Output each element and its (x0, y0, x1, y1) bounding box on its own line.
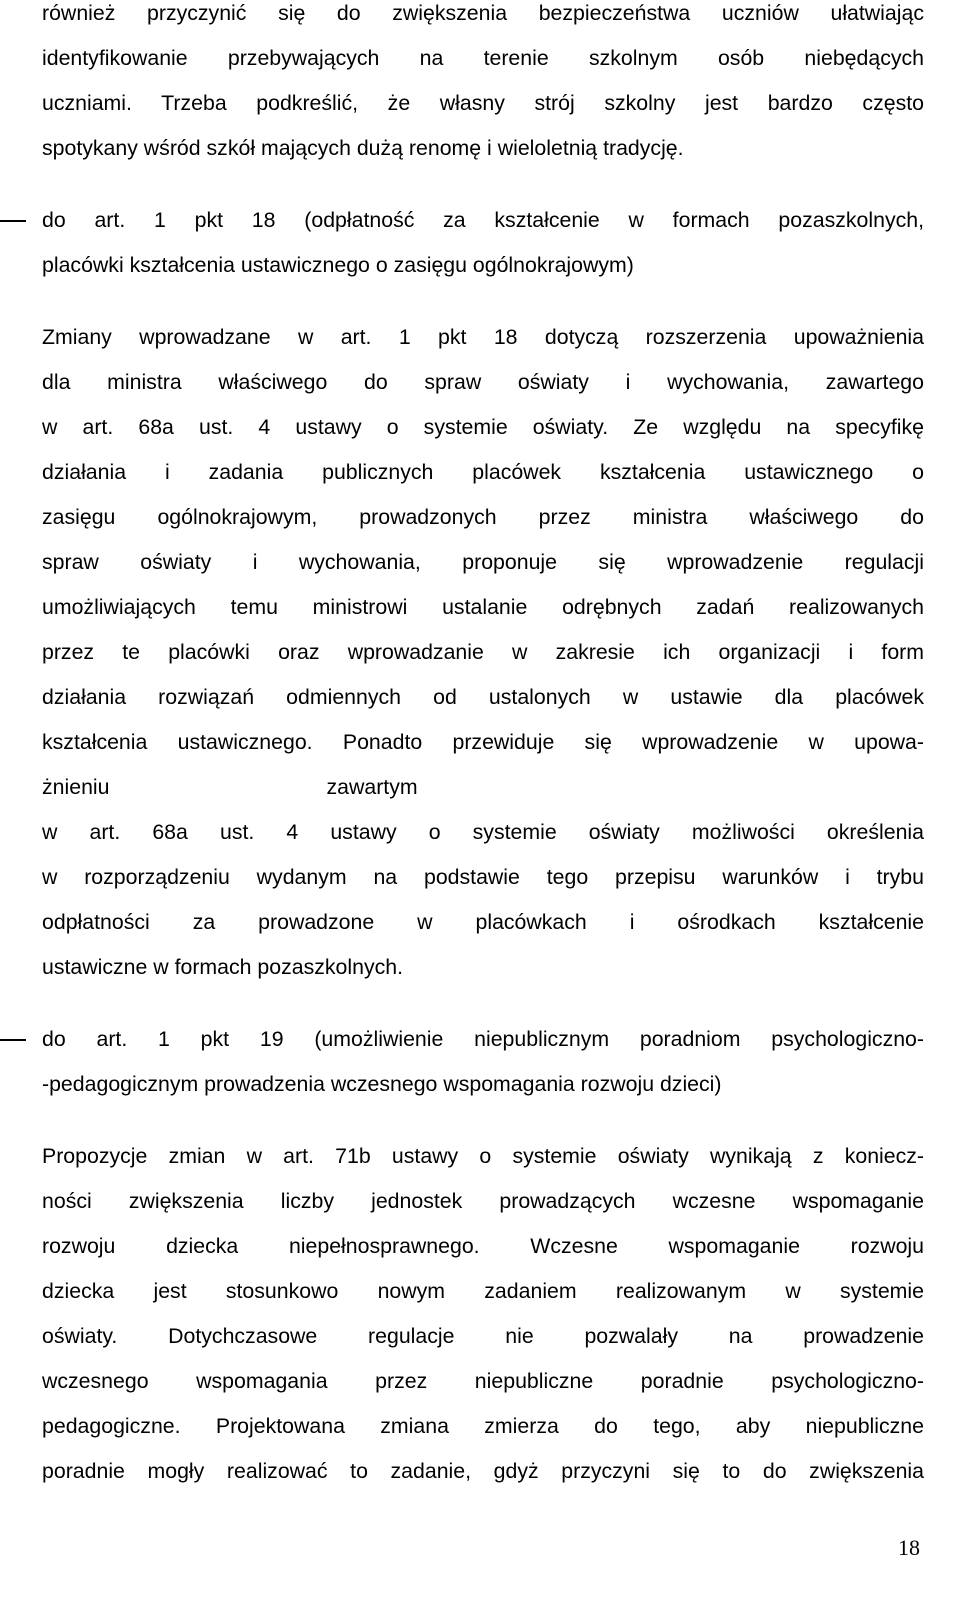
page-number: 18 (898, 1535, 920, 1560)
text-line-split (42, 765, 924, 810)
text-line: spotykany wśród szkół mających dużą renomę i wieloletnią tradycję. (42, 136, 684, 160)
spacer (42, 1107, 924, 1134)
text-line: w art. 68a ust. 4 ustawy o systemie oświaty. Ze względu na specyfikę (42, 415, 924, 439)
text-line: ustawiczne w formach pozaszkolnych. (42, 955, 404, 979)
text-line: działania rozwiązań odmiennych od ustalonych w ustawie dla placówek (42, 685, 924, 709)
text-line: dla ministra właściwego do spraw oświaty i wychowania, zawartego (42, 370, 924, 394)
document-page (42, 0, 924, 1494)
text-line: uczniami. Trzeba podkreślić, że własny strój szkolny jest bardzo często (42, 91, 924, 115)
text-line: dziecka jest stosunkowo nowym zadaniem realizowanym w systemie (42, 1279, 924, 1303)
text-line: działania i zadania publicznych placówek kształcenia ustawicznego o (42, 460, 924, 484)
text-line: Zmiany wprowadzane w art. 1 pkt 18 dotyczą rozszerzenia upoważnienia (42, 325, 924, 349)
text-line: w art. 68a ust. 4 ustawy o systemie oświaty możliwości określenia (42, 820, 924, 844)
text-line: oświaty. Dotychczasowe regulacje nie pozwalały na prowadzenie (42, 1324, 924, 1348)
text-line: identyfikowanie przebywających na terenie szkolnym osób niebędących (42, 46, 924, 70)
text-line: do art. 1 pkt 18 (odpłatność za kształcenie w formach pozaszkolnych, (42, 208, 924, 232)
paragraph-intro (42, 0, 924, 171)
text-line: placówki kształcenia ustawicznego o zasięgu ogólnokrajowym) (42, 253, 634, 277)
paragraph-art-1-pkt-18 (42, 315, 924, 990)
spacer (42, 990, 924, 1017)
text-line: kształcenia ustawicznego. Ponadto przewiduje się wprowadzenie w upowa- (42, 730, 924, 754)
list-item-art-1-pkt-19 (42, 1017, 924, 1107)
text-line: pedagogiczne. Projektowana zmiana zmierza do tego, aby niepubliczne (42, 1414, 924, 1438)
text-line: również przyczynić się do zwiększenia bezpieczeństwa uczniów ułatwiając (42, 1, 924, 25)
spacer (42, 288, 924, 315)
split-word: żnieniu (42, 775, 110, 799)
text-line: w rozporządzeniu wydanym na podstawie tego przepisu warunków i trybu (42, 865, 924, 889)
text-line: rozwoju dziecka niepełnosprawnego. Wczesne wspomaganie rozwoju (42, 1234, 924, 1258)
dash-bullet-icon (0, 220, 26, 222)
text-line: zasięgu ogólnokrajowym, prowadzonych przez ministra właściwego do (42, 505, 924, 529)
text-line: wczesnego wspomagania przez niepubliczne poradnie psychologiczno- (42, 1369, 924, 1393)
paragraph-art-71b (42, 1134, 924, 1494)
spacer (42, 171, 924, 198)
text-line: Propozycje zmian w art. 71b ustawy o systemie oświaty wynikają z koniecz- (42, 1144, 924, 1168)
text-line: ności zwiększenia liczby jednostek prowadzących wczesne wspomaganie (42, 1189, 924, 1213)
text-line: umożliwiających temu ministrowi ustalanie odrębnych zadań realizowanych (42, 595, 924, 619)
list-item-art-1-pkt-18 (42, 198, 924, 288)
text-line: do art. 1 pkt 19 (umożliwienie niepublicznym poradniom psychologiczno- (42, 1027, 924, 1051)
split-word: zawartym (326, 775, 418, 799)
text-line: odpłatności za prowadzone w placówkach i ośrodkach kształcenie (42, 910, 924, 934)
text-line: -pedagogicznym prowadzenia wczesnego wspomagania rozwoju dzieci) (42, 1072, 722, 1096)
dash-bullet-icon (0, 1039, 26, 1041)
text-line: przez te placówki oraz wprowadzanie w zakresie ich organizacji i form (42, 640, 924, 664)
text-line: spraw oświaty i wychowania, proponuje się wprowadzenie regulacji (42, 550, 924, 574)
text-line: poradnie mogły realizować to zadanie, gdyż przyczyni się to do zwiększenia (42, 1459, 924, 1483)
